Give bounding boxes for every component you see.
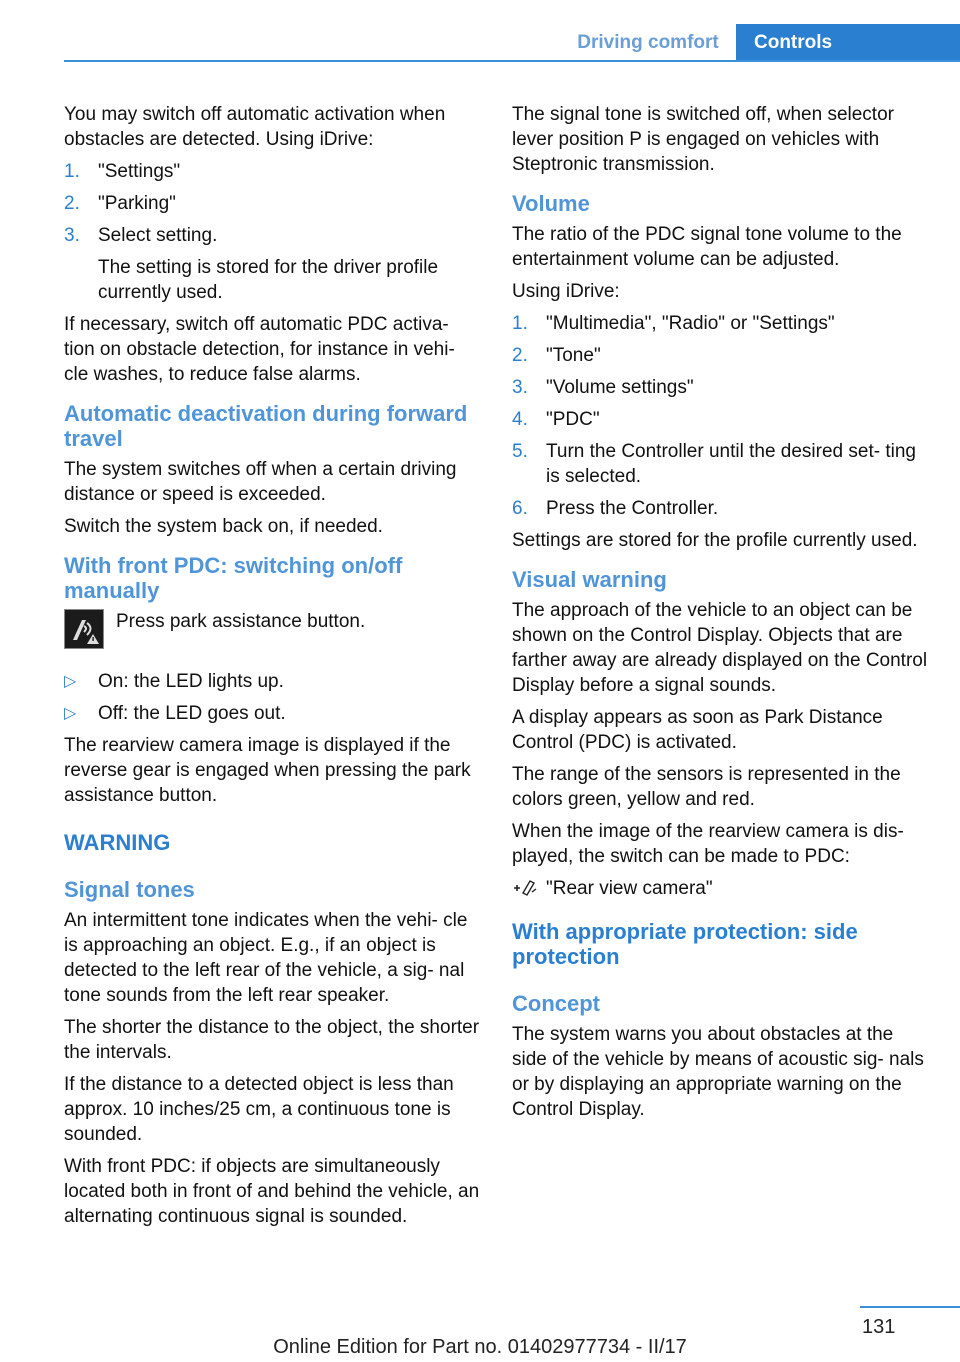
using-idrive-paragraph: Using iDrive:	[512, 281, 620, 302]
stored-paragraph: Settings are stored for the profile currently used.	[512, 530, 918, 551]
list-item	[64, 223, 480, 305]
step-number: 2.	[512, 345, 528, 366]
step-text: Turn the Controller until the desired set‐ ting is selected.	[546, 441, 916, 487]
step-text: "PDC"	[546, 409, 600, 430]
intermittent-paragraph: An intermittent tone indicates when the vehi‐ cle is approaching an object. E.g., if an object is detected to the left rear of the vehicle, a sig‐ nal tone sounds from the left rear speaker.	[64, 910, 468, 1006]
list-item	[512, 311, 932, 336]
rear-view-camera-text: "Rear view camera"	[546, 878, 713, 899]
left-column	[64, 102, 480, 1236]
intro-paragraph: You may switch off automatic activation when obstacles are detected. Using iDrive:	[64, 104, 446, 150]
switch-back-paragraph: Switch the system back on, if needed.	[64, 516, 383, 537]
step-number: 3.	[512, 377, 528, 398]
list-item	[512, 375, 932, 400]
footer-rule	[860, 1306, 960, 1308]
triangle-bullet-icon: ▷	[64, 673, 77, 690]
step-number: 4.	[512, 409, 528, 430]
park-assistance-button-icon	[64, 609, 104, 649]
header-rule	[64, 60, 960, 62]
rear-view-camera-row	[512, 876, 932, 901]
step-text: "Multimedia", "Radio" or "Settings"	[546, 313, 835, 334]
step-number: 5.	[512, 441, 528, 462]
step-subtext: The setting is stored for the driver profile currently used.	[98, 257, 439, 303]
list-item	[512, 407, 932, 432]
step-number: 2.	[64, 193, 80, 214]
display-appears-paragraph: A display appears as soon as Park Distance Control (PDC) is activated.	[512, 707, 883, 753]
list-item	[64, 159, 480, 184]
when-image-paragraph: When the image of the rearview camera is dis‐ played, the switch can be made to PDC:	[512, 821, 904, 867]
right-column	[512, 102, 932, 1129]
warning-heading: WARNING	[64, 830, 171, 855]
rearview-paragraph: The rearview camera image is displayed if the reverse gear is engaged when pressing the park assistance button.	[64, 735, 471, 806]
switches-off-paragraph: The system switches off when a certain driving distance or speed is exceeded.	[64, 459, 457, 505]
settings-steps	[64, 159, 480, 305]
step-number: 3.	[64, 225, 80, 246]
step-number: 6.	[512, 498, 528, 519]
heading-concept: Concept	[512, 991, 600, 1016]
list-item	[512, 343, 932, 368]
list-item	[64, 701, 480, 726]
led-off-text: Off: the LED goes out.	[98, 703, 286, 724]
page-number: 131	[862, 1316, 896, 1338]
header-chapter-tab[interactable]: Controls	[736, 24, 960, 62]
heading-side-protection: With appropriate protection: side protection	[512, 919, 858, 969]
approach-paragraph: The approach of the vehicle to an object can be shown on the Control Display. Objects that are farther away are already displayed on the Control Display before a signal sounds.	[512, 600, 928, 696]
shorter-paragraph: The shorter the distance to the object, the shorter the intervals.	[64, 1017, 480, 1063]
triangle-bullet-icon: ▷	[64, 705, 77, 722]
ratio-paragraph: The ratio of the PDC signal tone volume to the entertainment volume can be adjusted.	[512, 224, 902, 270]
heading-signal-tones: Signal tones	[64, 877, 195, 902]
step-text: "Parking"	[98, 193, 176, 214]
list-item	[512, 439, 932, 489]
heading-front-pdc: With front PDC: switching on/off manually	[64, 553, 403, 603]
step-text: Select setting.	[98, 225, 218, 246]
heading-volume: Volume	[512, 191, 590, 216]
press-button-text: Press park assistance button.	[116, 611, 366, 632]
edition-footer: Online Edition for Part no. 01402977734 - II/17	[273, 1336, 687, 1358]
signal-off-paragraph: The signal tone is switched off, when selector lever position P is engaged on vehicles with Steptronic transmission.	[512, 104, 894, 175]
step-text: "Settings"	[98, 161, 181, 182]
led-on-text: On: the LED lights up.	[98, 671, 284, 692]
step-text: "Volume settings"	[546, 377, 694, 398]
step-text: Press the Controller.	[546, 498, 719, 519]
header-section-tab[interactable]: Driving comfort	[577, 32, 719, 53]
heading-visual-warning: Visual warning	[512, 567, 667, 592]
step-text: "Tone"	[546, 345, 601, 366]
front-pdc-paragraph: With front PDC: if objects are simultaneously located both in front of and behind the vehicle, an alternating continuous signal is sounded.	[64, 1156, 480, 1227]
volume-steps	[512, 311, 932, 521]
rear-view-camera-icon	[512, 878, 540, 898]
step-number: 1.	[64, 161, 80, 182]
list-item	[64, 191, 480, 216]
range-paragraph: The range of the sensors is represented in the colors green, yellow and red.	[512, 764, 901, 810]
heading-auto-deactivation: Automatic deactivation during forward travel	[64, 401, 468, 451]
park-assist-row	[64, 609, 480, 651]
necessary-paragraph: If necessary, switch off automatic PDC activa‐ tion on obstacle detection, for instance in vehi‐ cle washes, to reduce false alarms.	[64, 314, 455, 385]
concept-paragraph: The system warns you about obstacles at the side of the vehicle by means of acoustic sig‐ nals or by displaying an appropriate warning on the Control Display.	[512, 1024, 924, 1120]
list-item	[64, 669, 480, 694]
distance-paragraph: If the distance to a detected object is less than approx. 10 inches/25 cm, a continuous tone is sounded.	[64, 1074, 454, 1145]
list-item	[512, 496, 932, 521]
led-status-list	[64, 669, 480, 726]
step-number: 1.	[512, 313, 528, 334]
